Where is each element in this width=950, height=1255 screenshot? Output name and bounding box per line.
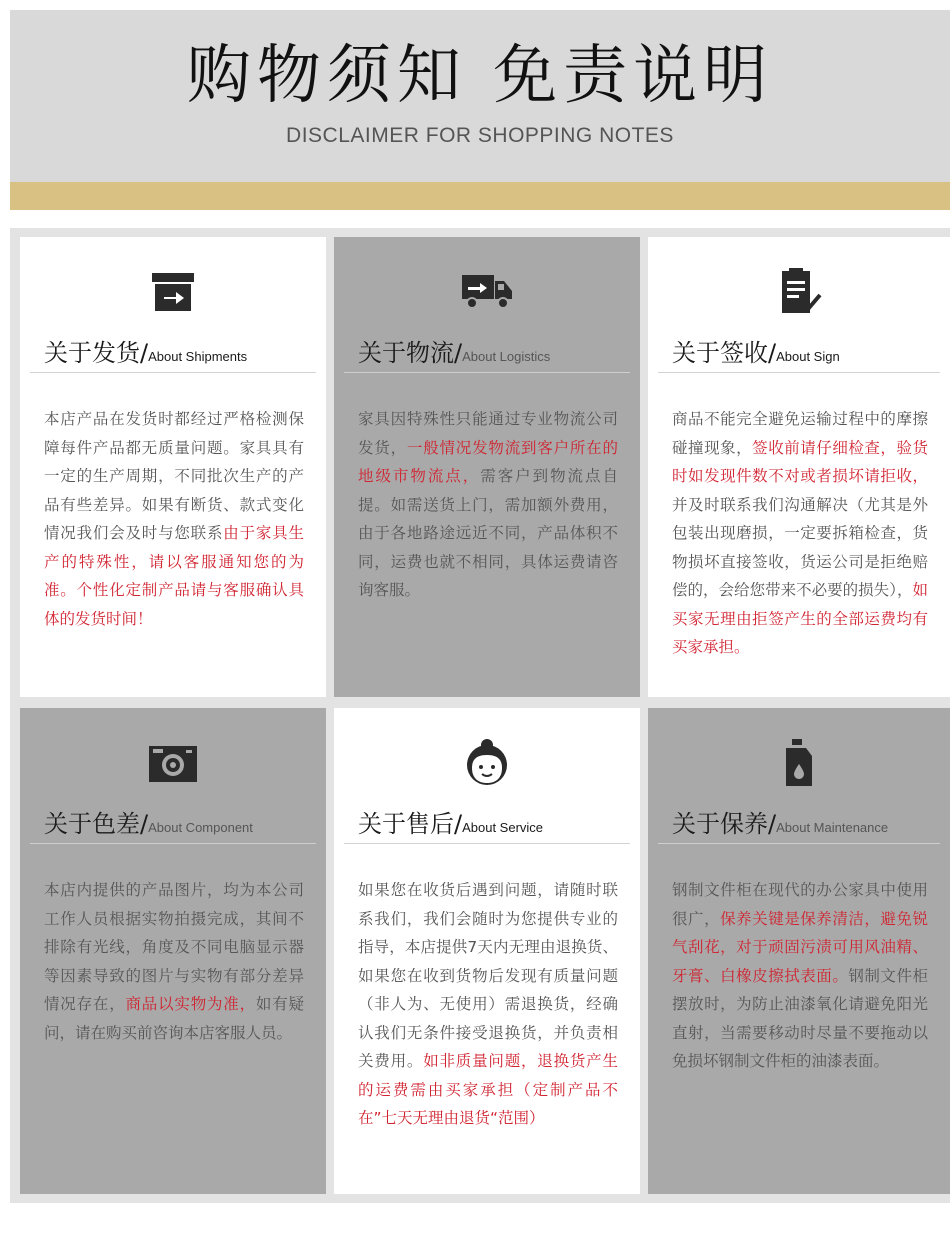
body-text: 家具因特殊性只能通过专业物流公司发货， bbox=[358, 410, 618, 457]
card-maintenance bbox=[648, 708, 950, 1194]
card-after-sales bbox=[334, 708, 640, 1194]
box-arrow-icon bbox=[146, 265, 200, 319]
card-heading: 关于发货/About Shipments bbox=[44, 339, 248, 367]
card-sign bbox=[648, 237, 950, 697]
card-heading: 关于签收/About Sign bbox=[672, 339, 840, 367]
card-title-zh: 关于保养 bbox=[672, 810, 768, 838]
card-title-en: About Service bbox=[462, 820, 544, 835]
card-divider bbox=[30, 843, 316, 844]
body-text: 并及时联系我们沟通解决（尤其是外包装出现磨损，一定要拆箱检查，货物损坏直接签收，货运公司是拒绝赔偿的，会给您带来不必要的损失）， bbox=[672, 495, 928, 599]
card-body bbox=[672, 876, 928, 1076]
highlighted-text: 由于家具生产的特殊性，请以客服通知您的为准。个性化定制产品请与客服确认具体的发货时间！ bbox=[44, 524, 304, 628]
page-subtitle: DISCLAIMER FOR SHOPPING NOTES bbox=[286, 124, 674, 147]
page-header bbox=[10, 10, 950, 182]
gold-divider-bar bbox=[10, 182, 950, 210]
card-divider bbox=[30, 372, 316, 373]
card-title-zh: 关于发货 bbox=[44, 339, 140, 367]
highlighted-text: 商品以实物为准， bbox=[125, 995, 256, 1013]
body-text: 本店产品在发货时都经过严格检测保障每件产品都无质量问题。家具具有一定的生产周期，不同批次生产的产品有些差异。如果有断货、款式变化情况我们会及时与您联系 bbox=[44, 410, 304, 542]
card-title-zh: 关于签收 bbox=[672, 339, 768, 367]
bottom-strip bbox=[10, 1212, 950, 1255]
body-text: 需客户到物流点自提。如需送货上门，需加额外费用，由于各地路途远近不同，产品体积不同，运费也就不相同，具体运费请咨询客服。 bbox=[358, 467, 618, 599]
card-divider bbox=[344, 843, 630, 844]
card-divider bbox=[344, 372, 630, 373]
card-title-en: About Logistics bbox=[462, 349, 551, 364]
delivery-truck-icon bbox=[460, 265, 514, 319]
card-heading: 关于物流/About Logistics bbox=[358, 339, 551, 367]
card-title-zh: 关于物流 bbox=[358, 339, 454, 367]
card-title-en: About Shipments bbox=[148, 349, 248, 364]
highlighted-text: 签收前请仔细检查，验货时如发现件数不对或者损坏请拒收， bbox=[672, 438, 928, 485]
oil-bottle-icon bbox=[772, 736, 826, 790]
card-title-en: About Sign bbox=[776, 349, 840, 364]
highlighted-text: 如买家无理由拒签产生的全部运费均有买家承担。 bbox=[672, 581, 928, 656]
highlighted-text: 一般情况发物流到客户所在的地级市物流点， bbox=[358, 438, 618, 485]
card-heading: 关于保养/About Maintenance bbox=[672, 810, 889, 838]
card-body bbox=[44, 405, 304, 633]
customer-service-agent-icon bbox=[460, 736, 514, 790]
camera-icon bbox=[146, 736, 200, 790]
card-title-zh: 关于色差 bbox=[44, 810, 140, 838]
card-body bbox=[672, 405, 928, 662]
card-body bbox=[44, 876, 304, 1047]
body-text: 商品不能完全避免运输过程中的摩擦碰撞现象， bbox=[672, 410, 928, 457]
card-divider bbox=[658, 843, 940, 844]
card-logistics bbox=[334, 237, 640, 697]
card-title-zh: 关于售后 bbox=[358, 810, 454, 838]
card-shipments bbox=[20, 237, 326, 697]
card-heading: 关于售后/About Service bbox=[358, 810, 544, 838]
highlighted-text: 如非质量问题，退换货产生的运费需由买家承担（定制产品不在”七天无理由退货“范围） bbox=[358, 1052, 618, 1127]
card-title-en: About Component bbox=[148, 820, 253, 835]
body-text: 如果您在收货后遇到问题，请随时联系我们，我们会随时为您提供专业的指导，本店提供7天内无理由退换货、如果您在收到货物后发现有质量问题（非人为、无使用）需退换货，经确认我们无条件接受退换货，并负责相关费用。 bbox=[358, 881, 618, 1070]
card-color-difference bbox=[20, 708, 326, 1194]
card-body bbox=[358, 876, 618, 1133]
card-title-en: About Maintenance bbox=[776, 820, 889, 835]
card-body bbox=[358, 405, 618, 605]
highlighted-text: 保养关键是保养清洁，避免锐气刮花，对于顽固污渍可用风油精、牙膏、白橡皮擦拭表面。 bbox=[672, 909, 928, 985]
body-text: 钢制文件柜摆放时，为防止油漆氧化请避免阳光直射，当需要移动时尽量不要拖动以免损坏钢制文件柜的油漆表面。 bbox=[672, 966, 928, 1070]
card-heading: 关于色差/About Component bbox=[44, 810, 253, 838]
body-text: 如有疑问，请在购买前咨询本店客服人员。 bbox=[44, 995, 304, 1042]
body-text: 本店内提供的产品图片，均为本公司工作人员根据实物拍摄完成，其间不排除有光线，角度及不同电脑显示器等因素导致的图片与实物有部分差异情况存在， bbox=[44, 881, 304, 1013]
card-divider bbox=[658, 372, 940, 373]
page-title: 购物须知 免责说明 bbox=[186, 39, 774, 113]
clipboard-check-icon bbox=[772, 265, 826, 319]
body-text: 钢制文件柜在现代的办公家具中使用很广， bbox=[672, 881, 928, 928]
